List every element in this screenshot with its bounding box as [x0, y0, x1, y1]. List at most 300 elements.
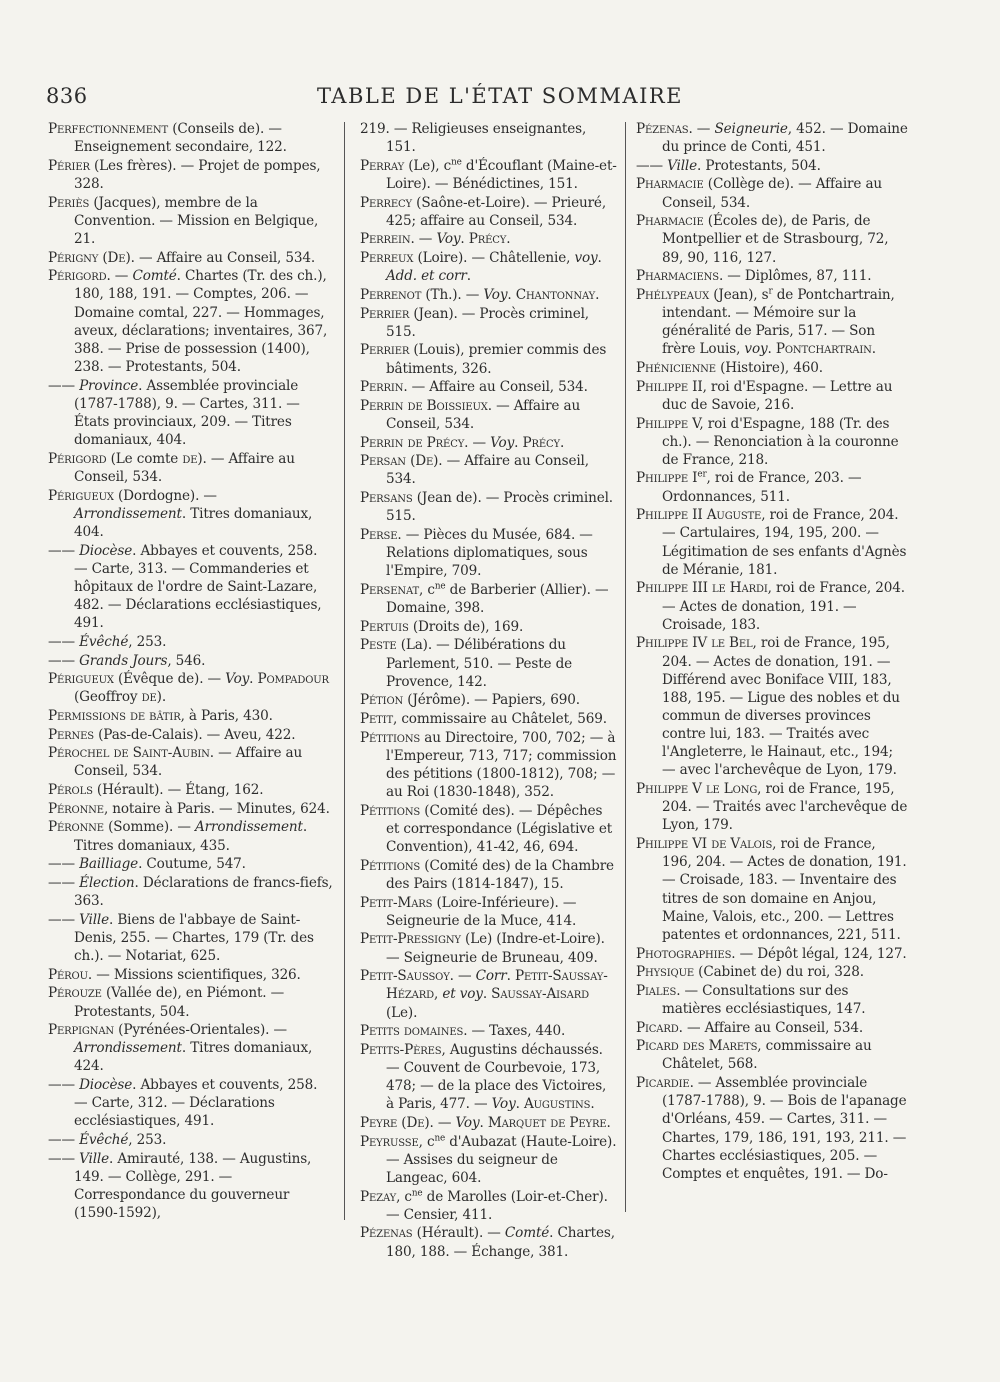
- entry-text: (Jean de). — Procès criminel. 515.: [386, 490, 613, 525]
- entry-heading: Perrein: [360, 231, 411, 248]
- index-entry: [360, 930, 618, 966]
- entry-text: . Chartes (Tr. des ch.), 180, 188, 191. — Comptes, 206. — Domaine comtal, 227. — Hommages, aveux, déclarations; inventaires, 367, 388. — Prise de possession (1400), 238. — Protestants, 504.: [74, 268, 328, 376]
- entry-text: . Biens de l'abbaye de Saint-Denis, 255. — Chartes, 179 (Tr. des ch.). — Notariat, 625.: [74, 911, 314, 965]
- entry-text: , roi de France, 195, 204. — Actes de donation, 191. — Différend avec Boniface VIII, 183, 188, 195. — Ligue des nobles et du commun de diverses provinces contre lui, 183. — Traités avec l'Angleterre, le Hainaut, etc., 194; — avec l'archevêque de Lyon, 179.: [662, 635, 900, 779]
- entry-text: , roi de France, 203. — Ordonnances, 511.: [662, 470, 862, 505]
- entry-heading: Perray: [360, 157, 405, 174]
- entry-text: . — Consultations sur des matières ecclésiastiques, 147.: [662, 982, 866, 1017]
- entry-text: . — Affaire au Conseil, 534.: [403, 379, 588, 396]
- entry-text: ——: [48, 874, 80, 891]
- entry-heading: Perpignan: [48, 1022, 115, 1039]
- index-entry: [360, 1188, 618, 1224]
- index-entry: [360, 452, 618, 488]
- entry-heading: Petit-Saussay-Hézard: [386, 968, 608, 1003]
- entry-text: .: [506, 968, 515, 985]
- entry-heading: Permissions de bâtir: [48, 708, 181, 724]
- entry-heading: Picard: [636, 1019, 679, 1036]
- entry-heading: Chantonnay: [515, 286, 596, 303]
- index-entry: [360, 894, 618, 930]
- entry-text: . Abbayes et couvents, 258. — Carte, 312. — Déclarations ecclésiastiques, 491.: [74, 1077, 318, 1130]
- entry-heading: Pontchartrain: [775, 341, 872, 358]
- entry-text: (Saône-et-Loire). — Prieuré, 425; affaire au Conseil, 534.: [386, 194, 607, 229]
- index-entry: [636, 835, 908, 944]
- entry-text: . Titres domaniaux, 435.: [74, 819, 307, 854]
- entry-text: ——: [48, 856, 80, 873]
- entry-heading: Petit-Mars: [360, 894, 433, 911]
- entry-heading: Pétion: [360, 692, 404, 709]
- entry-text: .: [606, 1114, 611, 1131]
- index-entry: [636, 506, 908, 579]
- entry-text: ,: [433, 986, 443, 1003]
- entry-text: ——: [48, 1150, 80, 1167]
- entry-heading: Périgny: [48, 249, 99, 266]
- entry-heading: Philippe: [636, 836, 688, 853]
- index-entry: [636, 579, 908, 633]
- index-entry: [360, 305, 618, 341]
- entry-text: (Hérault). —: [412, 1225, 505, 1242]
- entry-text: ——: [636, 157, 668, 174]
- entry-text: d'Écouflant (Maine-et-Loire). — Bénédictines, 151.: [386, 157, 617, 192]
- index-entry: [360, 434, 618, 452]
- index-entry: [48, 120, 333, 156]
- entry-text: (Évêque de). —: [113, 671, 226, 688]
- entry-heading: Pompadour: [257, 671, 329, 688]
- entry-italic-text: et voy: [442, 986, 483, 1003]
- entry-text: . — Taxes, 440.: [463, 1023, 566, 1040]
- entry-text: (Jean). — Procès criminel, 515.: [386, 305, 589, 340]
- entry-heading: Marquet de Peyre: [487, 1114, 607, 1131]
- index-entry: [636, 267, 908, 285]
- entry-heading: Perrier: [360, 342, 410, 359]
- entry-heading: Picard des Marets: [636, 1038, 758, 1055]
- entry-heading: Pernes: [48, 726, 94, 743]
- entry-text: (Jérôme). — Papiers, 690.: [403, 692, 580, 709]
- entry-text: (Le).: [386, 1004, 418, 1021]
- entry-heading: Physique: [636, 964, 694, 981]
- entry-text: . —: [688, 121, 715, 137]
- entry-text: .: [482, 986, 492, 1003]
- index-entry: [48, 267, 333, 376]
- entry-text: (: [397, 1114, 407, 1131]
- entry-heading: Pézenas: [636, 121, 689, 137]
- entry-text: ——: [48, 652, 80, 669]
- entry-heading: Phénicienne: [636, 360, 716, 377]
- index-entry: [636, 120, 908, 156]
- entry-text: .: [559, 434, 565, 451]
- entry-text: (Louis), premier commis des bâtiments, 326.: [386, 342, 607, 377]
- entry-text: ). —: [424, 1114, 456, 1131]
- index-entry: [360, 397, 618, 433]
- entry-heading: Perrier: [360, 305, 410, 322]
- entry-heading: Petit: [360, 711, 393, 727]
- entry-text: (Jacques), membre de la Convention. — Mission en Belgique, 21.: [74, 194, 319, 247]
- index-entry: [636, 157, 908, 175]
- entry-heading: De: [406, 1114, 425, 1131]
- entry-heading: De: [107, 249, 126, 266]
- entry-heading: Pérouze: [48, 985, 102, 1002]
- entry-text: , c: [419, 581, 435, 598]
- entry-heading: Photographies: [636, 945, 732, 962]
- index-entry: [48, 726, 333, 744]
- entry-text: , c: [418, 1133, 435, 1150]
- entry-heading: Picardie: [636, 1075, 690, 1092]
- entry-heading: Perrin de Boissieux: [360, 397, 488, 414]
- entry-heading: Pérou: [48, 966, 88, 983]
- index-entry: [360, 636, 618, 690]
- entry-heading: Périgord: [48, 268, 107, 285]
- entry-heading: Philippe: [636, 415, 688, 432]
- entry-text: . Abbayes et couvents, 258. — Carte, 313. — Commanderies et hôpitaux de l'ordre de Saint-Lazare, 482. — Déclarations ecclésiastiques, 491.: [74, 542, 322, 632]
- entry-text: , notaire à Paris. — Minutes, 624.: [103, 800, 330, 817]
- entry-text: ——: [48, 911, 80, 928]
- entry-italic-text: Ville: [79, 1150, 109, 1167]
- entry-text: (: [405, 453, 416, 470]
- index-entry: [636, 1019, 908, 1037]
- entry-text: .: [595, 286, 600, 303]
- entry-italic-text: Grands Jours: [79, 652, 168, 669]
- entry-italic-text: Voy: [436, 231, 461, 248]
- entry-text: ——: [48, 1077, 80, 1094]
- entry-text: , 253.: [128, 633, 167, 650]
- entry-heading: Péronne: [48, 800, 104, 817]
- entry-text: . Titres domaniaux, 404.: [74, 505, 313, 540]
- index-entry: [360, 378, 618, 396]
- index-entry: [360, 1022, 618, 1040]
- entry-text: .: [597, 250, 602, 267]
- entry-text: . — Affaire au Conseil, 534.: [678, 1019, 864, 1036]
- entry-text: (Dordogne). —: [113, 487, 217, 504]
- entry-heading: Pérols: [48, 782, 93, 799]
- entry-text: , roi de France, 196, 204. — Actes de donation, 191. — Croisade, 183. — Inventaire des titres de son domaine en Anjou, Maine, Valois, etc., 200. — Lettres patentes et ordonnances, 221, 511.: [662, 836, 907, 943]
- index-entry: [360, 230, 618, 248]
- entry-text: . — Diplômes, 87, 111.: [718, 268, 872, 285]
- entry-italic-text: Voy: [490, 434, 515, 451]
- page-number: 836: [46, 84, 88, 108]
- entry-text: ). — Affaire au Conseil, 534.: [74, 450, 295, 485]
- entry-text: (Le), c: [404, 157, 452, 174]
- entry-heading: Auguste: [706, 507, 762, 524]
- entry-text: ).: [156, 689, 166, 706]
- entry-italic-text: Comté: [132, 268, 177, 285]
- index-entry: [48, 744, 333, 780]
- entry-italic-text: Bailliage: [79, 856, 139, 873]
- entry-text: (Cabinet de) du roi, 328.: [694, 964, 864, 981]
- entry-heading: le Long: [705, 781, 758, 798]
- index-column-right: [636, 120, 908, 1184]
- entry-text: (La). — Délibérations du Parlement, 510. — Peste de Provence, 142.: [386, 637, 573, 690]
- entry-text: (Loire). — Châtellenie,: [413, 250, 575, 267]
- entry-heading: Periès: [48, 194, 90, 211]
- entry-text: .: [767, 341, 776, 358]
- entry-heading: Persans: [360, 490, 413, 507]
- index-entry: [360, 286, 618, 304]
- entry-text: II, roi d'Espagne. — Lettre au duc de Savoie, 216.: [662, 378, 893, 413]
- entry-text: , roi de France, 204. — Cartulaires, 194, 195, 200. — Légitimation de ses enfants d'Agnès de Méranie, 181.: [662, 507, 907, 578]
- index-entry: [636, 415, 908, 469]
- column-divider: [625, 122, 626, 1212]
- entry-text: , Augustins déchaussés. — Couvent de Courbevoie, 173, 478; — de la place des Victoires, à Paris, 477. —: [386, 1041, 607, 1113]
- entry-italic-text: Arrondissement: [74, 505, 182, 522]
- entry-italic-text: Arrondissement: [194, 819, 303, 836]
- entry-heading: Philippe: [636, 378, 688, 395]
- entry-heading: Philippe: [636, 635, 688, 652]
- index-entry: [48, 966, 333, 984]
- entry-text: (Pyrénées-Orientales). —: [114, 1022, 287, 1039]
- entry-text: 219. — Religieuses enseignantes, 151.: [360, 121, 587, 156]
- entry-text: ). — Affaire au Conseil, 534.: [125, 249, 316, 266]
- entry-italic-text: Ville: [79, 911, 109, 928]
- index-entry: [48, 249, 333, 267]
- entry-text: ——: [48, 377, 80, 394]
- entry-text: de Pontchartrain, intendant. — Mémoire sur la généralité de Paris, 517. — Son frère Louis,: [662, 286, 895, 358]
- entry-text: III: [687, 580, 712, 597]
- entry-heading: Pétitions: [360, 729, 421, 746]
- index-entry: [360, 967, 618, 1021]
- index-entry: [48, 1076, 333, 1130]
- entry-text: . — Pièces du Musée, 684. — Relations diplomatiques, sous l'Empire, 709.: [386, 526, 593, 580]
- index-column-left: [48, 120, 333, 1223]
- entry-italic-text: Évêché: [79, 1132, 129, 1149]
- index-entry: [48, 1131, 333, 1149]
- entry-text: .: [514, 434, 523, 451]
- entry-heading: de: [182, 450, 198, 467]
- entry-heading: De: [415, 453, 434, 470]
- entry-text: . Titres domaniaux, 424.: [74, 1040, 313, 1075]
- entry-heading: Périer: [48, 157, 90, 174]
- entry-text: ne: [451, 157, 462, 168]
- index-entry: [48, 707, 333, 725]
- entry-text: (Écoles de), de Paris, de Montpellier et de Strasbourg, 72, 89, 90, 116, 127.: [662, 213, 889, 266]
- entry-text: (Th.). —: [421, 286, 484, 303]
- entry-heading: Pharmaciens: [636, 268, 719, 285]
- index-entry: [360, 857, 618, 893]
- entry-text: d'Aubazat (Haute-Loire). — Assises du seigneur de Langeac, 604.: [386, 1133, 617, 1186]
- entry-heading: Saussay-Aisard: [491, 986, 589, 1003]
- entry-text: ——: [48, 542, 80, 559]
- index-entry: [48, 652, 333, 670]
- entry-italic-text: Ville: [667, 157, 697, 174]
- entry-heading: Pétitions: [360, 802, 421, 819]
- index-entry: [360, 489, 618, 525]
- entry-italic-text: Arrondissement: [74, 1040, 182, 1057]
- entry-text: V, roi d'Espagne, 188 (Tr. des ch.). — Renonciation à la couronne de France, 218.: [662, 415, 899, 468]
- index-entry: [360, 249, 618, 285]
- entry-italic-text: Évêché: [79, 633, 129, 650]
- index-entry: [360, 1224, 618, 1260]
- index-entry: [636, 780, 908, 834]
- entry-italic-text: Corr: [475, 968, 507, 985]
- entry-text: . —: [449, 968, 476, 985]
- entry-heading: Pétitions: [360, 857, 421, 874]
- entry-italic-text: Diocèse: [79, 542, 133, 559]
- entry-italic-text: Voy: [455, 1114, 480, 1131]
- entry-text: (Comité des) de la Chambre des Pairs (1814-1847), 15.: [386, 857, 614, 892]
- entry-text: . Coutume, 547.: [138, 856, 246, 873]
- index-entry: [48, 855, 333, 873]
- entry-text: , à Paris, 430.: [180, 708, 273, 724]
- entry-heading: Périgueux: [48, 671, 114, 688]
- index-entry: [48, 670, 333, 706]
- index-entry: [360, 157, 618, 193]
- entry-text: (Somme). —: [103, 819, 195, 836]
- entry-heading: de Valois: [711, 836, 773, 853]
- entry-text: , c: [396, 1188, 412, 1205]
- entry-text: I: [687, 470, 698, 487]
- entry-text: (Conseils de). — Enseignement secondaire, 122.: [74, 121, 287, 156]
- entry-italic-text: Voy: [225, 671, 250, 688]
- entry-italic-text: Seigneurie: [714, 121, 788, 137]
- entry-heading: Pertuis: [360, 618, 409, 635]
- entry-heading: Pharmacie: [636, 176, 704, 193]
- index-entry: [48, 450, 333, 486]
- index-entry: [48, 542, 333, 633]
- entry-text: . Protestants, 504.: [696, 157, 821, 174]
- entry-text: , commissaire au Châtelet, 569.: [393, 711, 607, 727]
- index-entry: [48, 984, 333, 1020]
- index-entry: [360, 691, 618, 709]
- entry-heading: Petits domaines: [360, 1023, 464, 1040]
- entry-heading: Peyrusse: [360, 1133, 419, 1150]
- entry-text: . —: [410, 231, 437, 248]
- entry-text: ne: [434, 1133, 446, 1144]
- index-entry: [360, 341, 618, 377]
- entry-text: V: [687, 781, 706, 798]
- index-entry: [48, 818, 333, 854]
- entry-heading: Philippe: [636, 507, 688, 524]
- entry-text: ——: [48, 1132, 80, 1149]
- index-entry: [48, 377, 333, 450]
- index-entry: [636, 634, 908, 779]
- entry-text: IV: [687, 635, 712, 652]
- entry-text: . — Affaire au Conseil, 534.: [74, 745, 303, 780]
- index-entry: [360, 526, 618, 580]
- entry-heading: Perse: [360, 526, 398, 543]
- entry-heading: Phélypeaux: [636, 286, 710, 303]
- entry-heading: Perrin de Précy: [360, 434, 465, 451]
- index-entry: [48, 911, 333, 965]
- entry-heading: Persenat: [360, 581, 420, 598]
- entry-italic-text: Province: [79, 377, 139, 394]
- entry-heading: Perrecy: [360, 194, 413, 211]
- index-entry: [360, 1041, 618, 1114]
- entry-text: .: [507, 286, 516, 303]
- entry-text: (Jean), s: [709, 286, 769, 303]
- entry-text: . —: [106, 268, 133, 285]
- index-entry: [636, 359, 908, 377]
- entry-text: (Les frères). — Projet de pompes, 328.: [74, 157, 321, 192]
- index-entry: [48, 1150, 333, 1223]
- entry-heading: de: [141, 689, 157, 706]
- index-entry: [360, 802, 618, 856]
- index-entry: [48, 874, 333, 910]
- entry-text: (Droits de), 169.: [408, 618, 524, 635]
- entry-italic-text: Voy: [483, 286, 508, 303]
- entry-text: (Hérault). — Étang, 162.: [92, 782, 264, 799]
- entry-heading: Augustins: [523, 1096, 591, 1113]
- entry-heading: Pharmacie: [636, 213, 704, 230]
- entry-text: , 546.: [167, 652, 206, 669]
- entry-text: . —: [464, 434, 491, 451]
- index-entry: [48, 633, 333, 651]
- entry-text: (Vallée de), en Piémont. — Protestants, 504.: [74, 985, 285, 1020]
- entry-heading: Persan: [360, 453, 406, 470]
- entry-heading: Piales: [636, 982, 677, 999]
- entry-text: (Collège de). — Affaire au Conseil, 534.: [662, 176, 883, 211]
- index-entry: [636, 175, 908, 211]
- index-entry: [360, 1133, 618, 1187]
- entry-text: . — Affaire au Conseil, 534.: [386, 397, 581, 432]
- entry-text: ne: [411, 1188, 423, 1199]
- index-entry: [636, 286, 908, 359]
- entry-heading: Perrenot: [360, 286, 422, 303]
- entry-italic-text: voy: [744, 341, 768, 358]
- entry-text: er: [697, 469, 707, 480]
- index-entry: [360, 710, 618, 728]
- running-title: TABLE DE L'ÉTAT SOMMAIRE: [316, 84, 684, 108]
- entry-heading: Philippe: [636, 470, 688, 487]
- index-entry: [360, 194, 618, 230]
- entry-text: II: [687, 507, 707, 524]
- entry-text: (Le comte: [106, 450, 183, 467]
- index-entry: [48, 781, 333, 799]
- entry-heading: Petit-Saussoy: [360, 968, 450, 985]
- entry-text: .: [249, 671, 258, 688]
- entry-heading: Précy: [522, 434, 560, 451]
- entry-heading: Perreux: [360, 250, 414, 267]
- entry-italic-text: Élection: [79, 874, 135, 891]
- entry-text: .: [460, 231, 469, 248]
- entry-text: .: [515, 1096, 524, 1113]
- entry-heading: Philippe: [636, 580, 688, 597]
- entry-text: r: [768, 286, 773, 297]
- entry-text: (Histoire), 460.: [715, 360, 823, 377]
- index-entry: [360, 120, 618, 156]
- entry-text: au Directoire, 700, 702; — à l'Empereur, 713, 717; commission des pétitions (1800-1812), 708; — au Roi (1830-1848), 352.: [386, 729, 617, 801]
- index-entry: [48, 1021, 333, 1075]
- entry-text: .: [506, 231, 511, 248]
- index-column-middle: [360, 120, 618, 1261]
- entry-text: ——: [48, 633, 80, 650]
- index-entry: [636, 378, 908, 414]
- entry-italic-text: Diocèse: [79, 1077, 133, 1094]
- index-entry: [48, 487, 333, 541]
- index-entry: [636, 945, 908, 963]
- entry-heading: Pézenas: [360, 1225, 413, 1242]
- index-entry: [360, 618, 618, 636]
- entry-heading: Peste: [360, 637, 397, 654]
- index-entry: [636, 1037, 908, 1073]
- entry-text: VI: [687, 836, 712, 853]
- entry-text: de Marolles (Loir-et-Cher). — Censier, 411.: [386, 1188, 608, 1223]
- entry-text: .: [479, 1114, 488, 1131]
- index-entry: [48, 157, 333, 193]
- entry-text: (Loire-Inférieure). — Seigneurie de la Muce, 414.: [386, 894, 577, 929]
- entry-italic-text: voy: [574, 250, 598, 267]
- entry-heading: Perrin: [360, 379, 404, 396]
- entry-text: . — Dépôt légal, 124, 127.: [731, 945, 907, 962]
- column-divider: [344, 122, 345, 1220]
- entry-heading: Périgord: [48, 450, 107, 467]
- index-entry: [636, 469, 908, 505]
- entry-text: (: [98, 249, 108, 266]
- entry-text: .: [590, 1096, 595, 1113]
- entry-italic-text: Comté: [504, 1225, 550, 1242]
- entry-text: . Déclarations de francs-fiefs, 363.: [74, 874, 333, 910]
- entry-heading: Petit-Pressigny: [360, 931, 461, 948]
- entry-heading: Périgueux: [48, 487, 114, 504]
- entry-heading: Perfectionnement: [48, 121, 169, 137]
- entry-text: ne: [434, 581, 446, 592]
